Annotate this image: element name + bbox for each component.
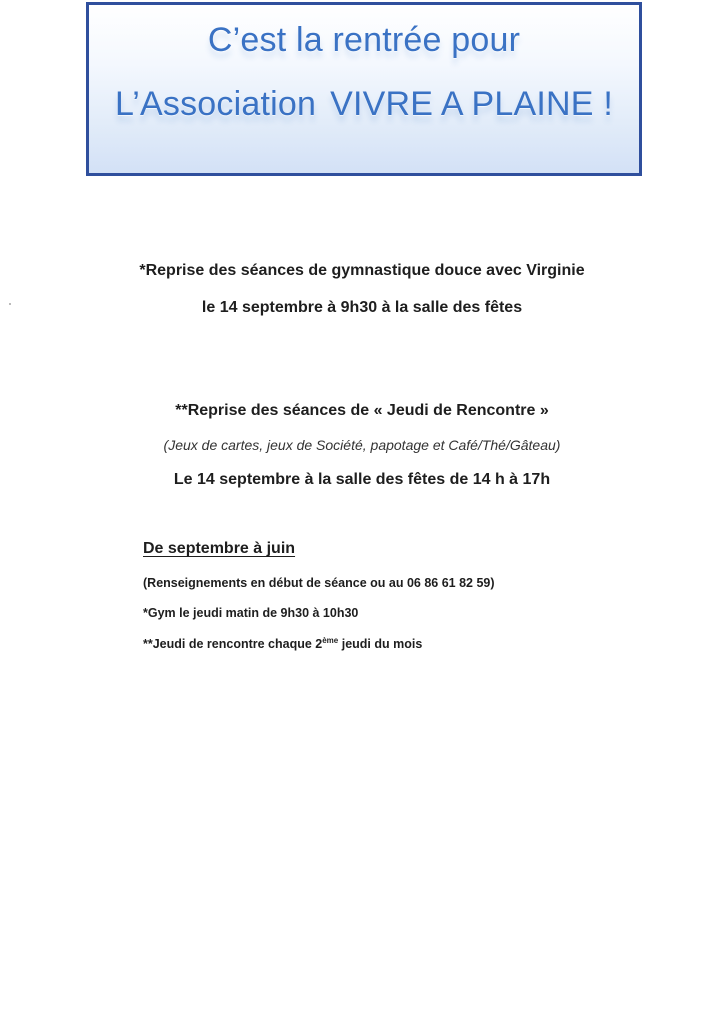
title-banner: [86, 2, 642, 176]
title-line-1: C’est la rentrée pour: [207, 21, 521, 59]
title-association-name: VIVRE A PLAINE !: [330, 85, 613, 123]
rencontre-schedule-suffix: jeudi du mois: [338, 637, 423, 652]
rencontre-schedule-ordinal: ème: [322, 636, 339, 645]
title-association: L’Association: [115, 85, 317, 123]
gym-schedule: *Gym le jeudi matin de 9h30 à 10h30: [143, 606, 359, 620]
gym-announcement: *Reprise des séances de gymnastique douce avec Virginie: [139, 262, 585, 279]
gym-date: le 14 septembre à 9h30 à la salle des fêtes: [201, 299, 523, 316]
rencontre-schedule: [143, 636, 422, 651]
rencontre-date: Le 14 septembre à la salle des fêtes de 14 h à 17h: [173, 471, 551, 488]
rencontre-activities: (Jeux de cartes, jeux de Société, papotage et Café/Thé/Gâteau): [163, 437, 561, 453]
rencontre-announcement: **Reprise des séances de « Jeudi de Rencontre »: [175, 402, 549, 419]
title-line-2: [89, 85, 639, 124]
schedule-heading: De septembre à juin: [143, 540, 296, 557]
info-contact: (Renseignements en début de séance ou au 06 86 61 82 59): [143, 576, 495, 590]
rencontre-schedule-prefix: **Jeudi de rencontre chaque 2: [143, 637, 323, 652]
